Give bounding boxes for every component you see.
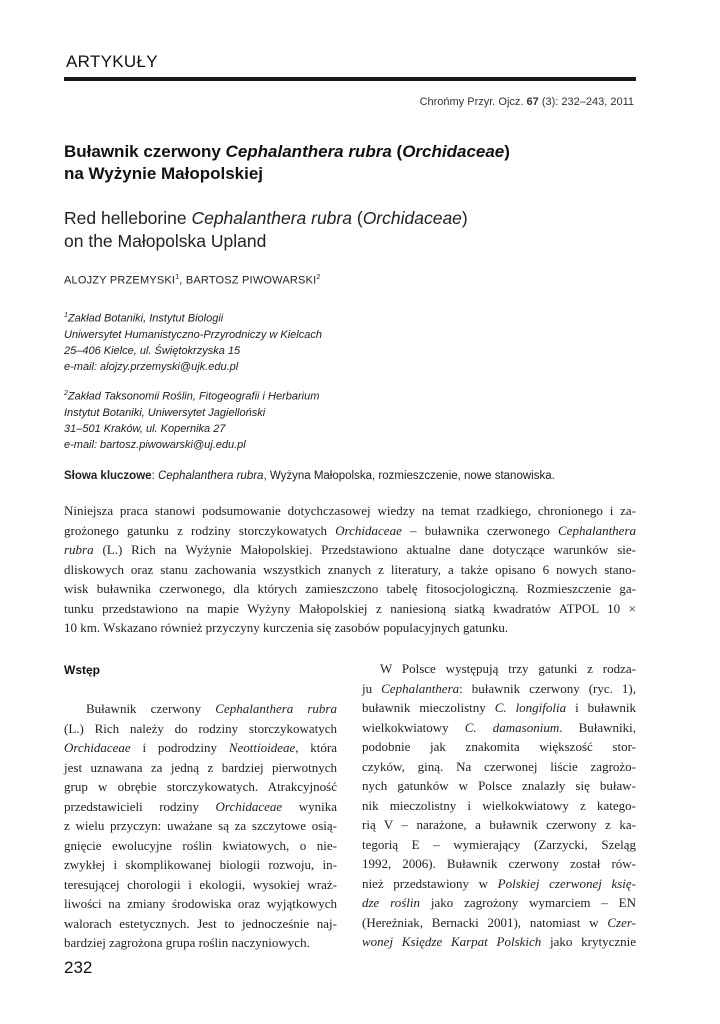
abstract-taxon: rubra xyxy=(64,542,94,557)
body-text: wielkokwiatowy xyxy=(362,719,465,735)
affiliation-email: e-mail: bartosz.piwowarski@uj.edu.pl xyxy=(64,438,246,451)
body-taxon: Cephalanthera xyxy=(381,680,460,696)
title-pl-species: Cephalanthera rubra xyxy=(225,142,392,161)
affiliation-mark: 2 xyxy=(64,390,68,397)
body-line: (L.) Rich należy do rodziny storczykowatych xyxy=(64,720,337,736)
keywords-rest: , Wyżyna Małopolska, rozmieszczenie, nowe stanowiska. xyxy=(263,470,555,482)
keywords-colon: : xyxy=(151,470,158,482)
body-book-title: wonej Księdze Karpat Polskich xyxy=(362,934,542,949)
title-en-line2: on the Małopolska Upland xyxy=(64,231,267,251)
title-polish xyxy=(64,141,624,185)
affiliation-line: Zakład Botaniki, Instytut Biologii xyxy=(67,312,224,325)
title-pl-paren-close: ) xyxy=(504,142,510,161)
abstract-line xyxy=(64,540,636,560)
keywords xyxy=(64,470,644,482)
body-line xyxy=(64,699,337,719)
body-line xyxy=(362,698,636,718)
body-line xyxy=(362,913,636,933)
journal-citation xyxy=(420,96,634,108)
body-text: wynika xyxy=(282,798,337,814)
body-text: nież przedstawiony w xyxy=(362,875,498,891)
title-en-family: Orchidaceae xyxy=(362,208,462,228)
keywords-species: Cephalanthera rubra xyxy=(157,470,264,482)
title-pl-line2: na Wyżynie Małopolskiej xyxy=(64,164,264,183)
body-line: 1992, 2006). Buławnik czerwony został rów- xyxy=(362,856,636,871)
body-line: jest uznawana za jedną z bardziej pierwotnych xyxy=(64,759,337,775)
affiliation-email: e-mail: alojzy.przemyski@ujk.edu.pl xyxy=(64,360,239,373)
title-pl-paren: ( xyxy=(391,142,403,161)
body-line xyxy=(362,932,636,952)
title-en-paren-close: ) xyxy=(461,208,468,228)
abstract-line: Niniejsza praca stanowi podsumowanie dotychczasowej wiedzy na temat rzadkiego, chronionego i za- xyxy=(64,503,636,518)
title-pl-text: Buławnik czerwony xyxy=(64,142,226,161)
body-line: tegorią E – wymierający (Zarzycki, Szeląg xyxy=(362,836,636,852)
body-line: czyków, giną. Na czerwonej liście zagrożo- xyxy=(362,758,636,774)
body-book-title: Czer- xyxy=(607,914,636,930)
author-affiliation-mark: 1 xyxy=(175,274,180,281)
author-separator: , xyxy=(179,274,186,287)
abstract-line xyxy=(64,521,636,541)
abstract-line: tunku przedstawiono na mapie Wyżyny Małopolskiej z naniesioną siatką kwadratów ATPOL 10 × xyxy=(64,600,636,616)
body-text: i podrodziny xyxy=(130,740,229,755)
affiliation-1 xyxy=(64,308,322,375)
body-text: Buławnik czerwony xyxy=(86,701,216,716)
body-line: grup w obrębie storczykowatych. Atrakcyjność xyxy=(64,779,337,794)
body-line: nych gatunków w Polsce znalazły się buław- xyxy=(362,778,636,793)
body-taxon: C. longifolia xyxy=(494,700,567,715)
page-number: 232 xyxy=(64,958,93,977)
title-en-text: Red helleborine xyxy=(64,208,192,228)
body-text: przedstawicieli rodziny xyxy=(64,798,216,814)
body-line xyxy=(64,797,337,817)
author-name: BARTOSZ PIWOWARSKI xyxy=(185,274,317,287)
body-taxon: Cephalanthera rubra xyxy=(215,701,337,716)
body-line xyxy=(362,679,636,699)
abstract xyxy=(64,501,636,638)
body-line xyxy=(362,874,636,894)
body-text: buławnik mieczolistny xyxy=(362,700,495,715)
affiliation-2 xyxy=(64,386,319,453)
title-pl-family: Orchidaceae xyxy=(402,142,505,161)
body-line xyxy=(362,718,636,738)
abstract-text: grożonego gatunku z rodziny storczykowatych xyxy=(64,522,336,538)
body-line: walorach estetycznych. Jest to jednocześnie naj- xyxy=(64,915,337,931)
abstract-line: 10 km. Wskazano również przyczyny kurczenia się zasobów populacyjnych gatunku. xyxy=(64,620,509,635)
affiliation-mark: 1 xyxy=(64,312,68,319)
body-text: (Hereźniak, Bernacki 2001), natomiast w xyxy=(362,914,608,930)
body-text: , która xyxy=(295,740,337,755)
author-list xyxy=(64,274,320,287)
affiliation-line: Zakład Taksonomii Roślin, Fitogeografii i Herbarium xyxy=(67,390,320,403)
abstract-line: wisk buławnika czerwonego, dla których zamieszczono tabelę fitosocjologiczną. Rozmieszczenie ga- xyxy=(64,581,636,596)
affiliation-line: 25–406 Kielce, ul. Świętokrzyska 15 xyxy=(64,344,241,357)
body-line: bardziej zagrożona grupa roślin naczyniowych. xyxy=(64,935,310,950)
body-line xyxy=(362,893,636,913)
body-line: z wielu przyczyn: uważane są za szczytowe osią- xyxy=(64,818,337,833)
citation-pages: (3): 232–243, 2011 xyxy=(541,96,634,108)
section-label: ARTYKUŁY xyxy=(66,52,158,71)
section-heading-intro: Wstęp xyxy=(64,663,100,677)
affiliation-line: Instytut Botaniki, Uniwersytet Jagielloński xyxy=(64,406,266,419)
keywords-label: Słowa kluczowe xyxy=(64,470,152,482)
body-line: podobnie jak znakomita większość stor- xyxy=(362,739,636,754)
author-affiliation-mark: 2 xyxy=(316,274,321,281)
abstract-taxon: Orchidaceae xyxy=(335,522,402,538)
body-line: zwykłej i skomplikowanej biologii rozwoju, in- xyxy=(64,857,337,872)
body-line: teresującej chorologii i ekologii, wysokiej wraż- xyxy=(64,876,337,892)
body-taxon: C. damasonium xyxy=(464,719,560,735)
affiliation-line: 31–501 Kraków, ul. Kopernika 27 xyxy=(64,422,226,435)
body-line: rią V – narażone, a buławnik czerwony z ka- xyxy=(362,817,636,832)
body-taxon: Neottioideae xyxy=(228,740,296,755)
body-text: i buławnik xyxy=(566,700,636,715)
body-text: jako zagrożony wymarciem – EN xyxy=(420,895,636,910)
body-column-left xyxy=(64,699,337,953)
body-line: gnięcie ewolucyjne roślin kwiatowych, o nie- xyxy=(64,837,337,853)
abstract-text: – buławnika czerwonego xyxy=(401,522,559,538)
body-book-title: Polskiej czerwonej księ- xyxy=(497,875,636,891)
body-book-title: dze roślin xyxy=(362,895,421,910)
body-taxon: Orchidaceae xyxy=(215,798,283,814)
abstract-text: (L.) Rich na Wyżynie Małopolskiej. Przedstawiono aktualne dane dotyczące warunków sie- xyxy=(93,542,636,557)
section-divider xyxy=(64,77,636,81)
body-text: . Buławniki, xyxy=(559,719,636,735)
body-column-right xyxy=(362,659,636,952)
citation-volume: 67 xyxy=(526,96,539,108)
body-text: ju xyxy=(362,680,382,696)
affiliation-line: Uniwersytet Humanistyczno-Przyrodniczy w Kielcach xyxy=(64,328,322,341)
body-text: : buławnik czerwony (ryc. 1), xyxy=(459,680,636,696)
abstract-taxon: Cephalanthera xyxy=(558,522,637,538)
author-name: ALOJZY PRZEMYSKI xyxy=(64,274,176,287)
body-text: jako krytycznie xyxy=(541,934,636,949)
title-en-species: Cephalanthera rubra xyxy=(191,208,352,228)
title-en-paren: ( xyxy=(351,208,363,228)
body-line: nik mieczolistny i wielkokwiatowy z katego- xyxy=(362,797,636,813)
citation-journal: Chrońmy Przyr. Ojcz. xyxy=(419,96,524,108)
body-line xyxy=(64,738,337,758)
body-line: W Polsce występują trzy gatunki z rodza- xyxy=(380,661,636,676)
abstract-line: dliskowych oraz stanu zachowania wszystkich znanych z literatury, a także opisano 6 nowych stano- xyxy=(64,561,636,577)
body-taxon: Orchidaceae xyxy=(64,740,131,755)
body-line: liwości na zmiany środowiska oraz wyjątkowych xyxy=(64,896,337,911)
title-english xyxy=(64,207,624,253)
